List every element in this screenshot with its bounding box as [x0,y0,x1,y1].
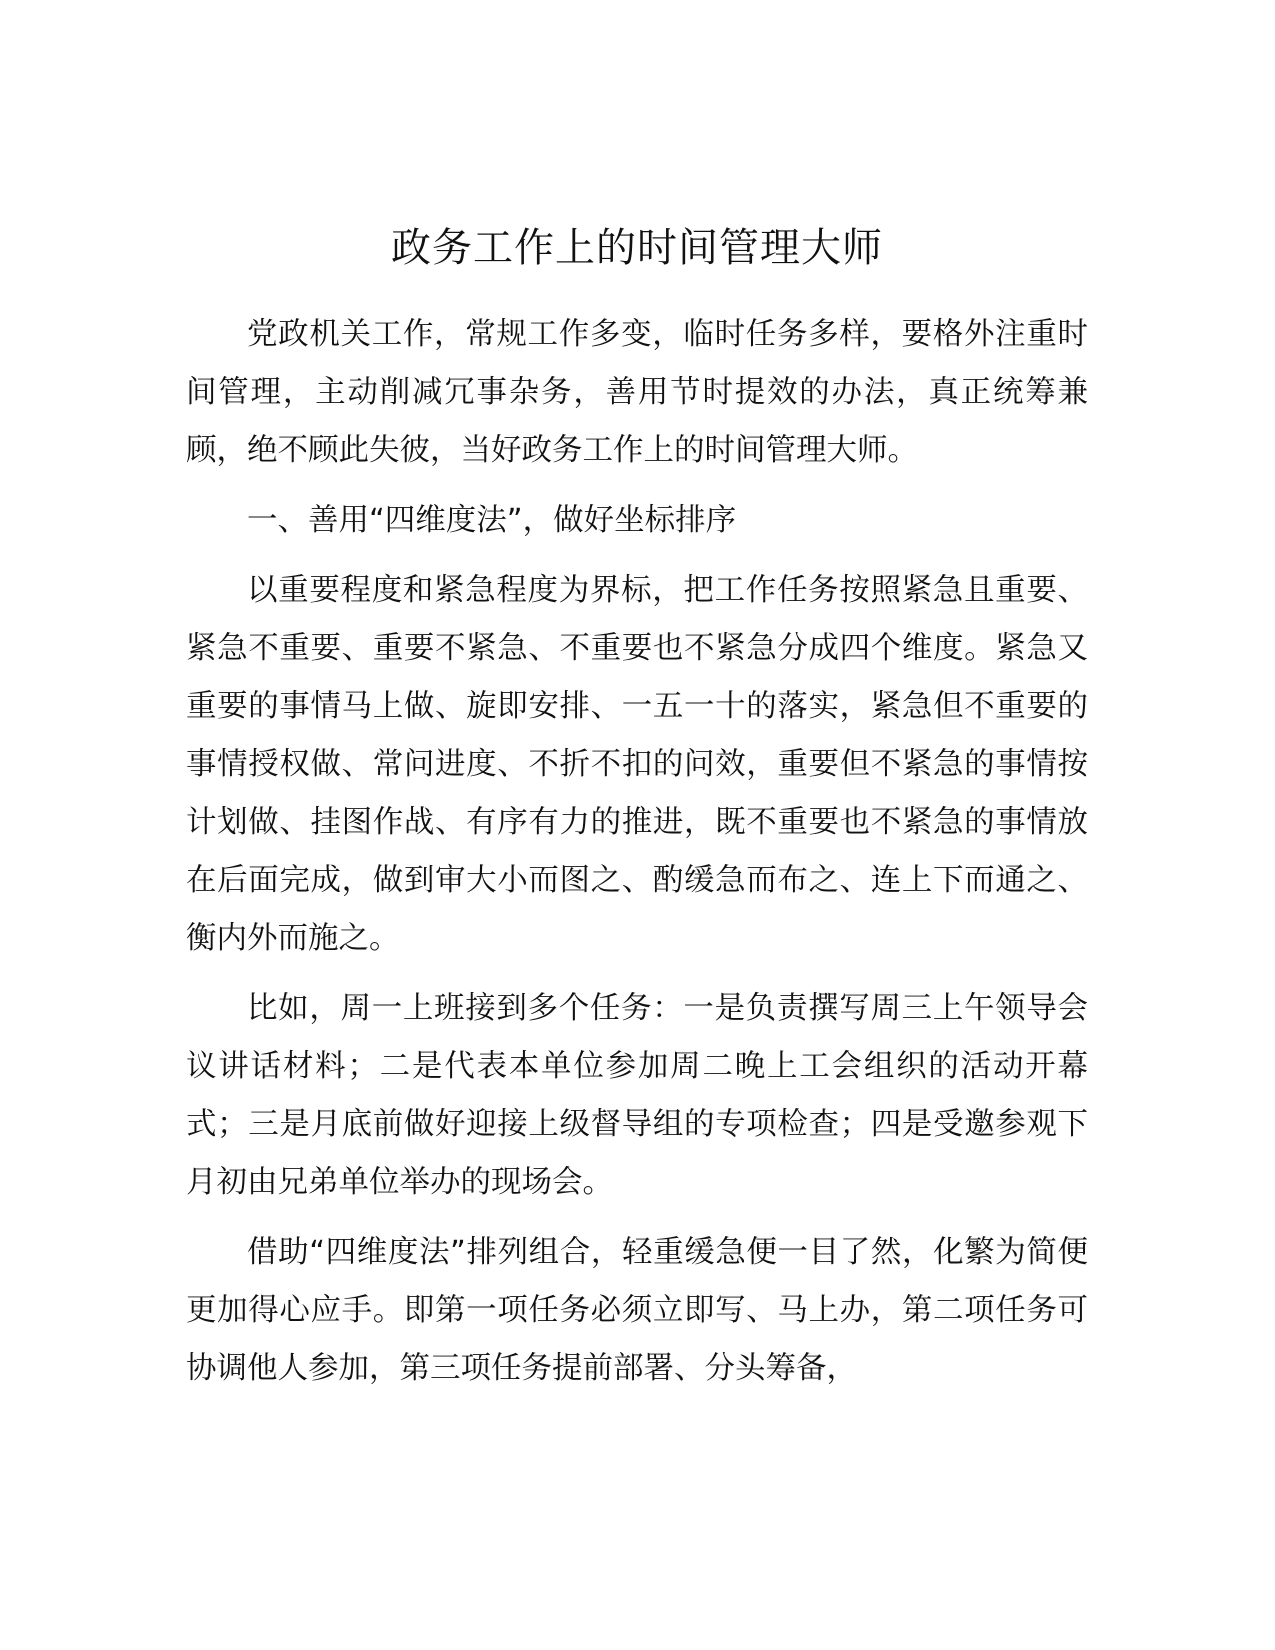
body-paragraph-3: 借助“四维度法”排列组合，轻重缓急便一目了然，化繁为简便更加得心应手。即第一项任务必须立即写、马上办，第二项任务可协调他人参加，第三项任务提前部署、分头筹备， [186,1235,1088,1386]
document-body [186,220,1088,1410]
body-paragraph-2: 比如，周一上班接到多个任务：一是负责撰写周三上午领导会议讲话材料；二是代表本单位参加周二晚上工会组织的活动开幕式；三是月底前做好迎接上级督导组的专项检查；四是受邀参观下月初由兄弟单位举办的现场会。 [186,991,1088,1200]
body-paragraph-1: 以重要程度和紧急程度为界标，把工作任务按照紧急且重要、紧急不重要、重要不紧急、不重要也不紧急分成四个维度。紧急又重要的事情马上做、旋即安排、一五一十的落实，紧急但不重要的事情授权做、常问进度、不折不扣的问效，重要但不紧急的事情按计划做、挂图作战、有序有力的推进，既不重要也不紧急的事情放在后面完成，做到审大小而图之、酌缓急而布之、连上下而通之、衡内外而施之。 [186,573,1088,956]
intro-paragraph: 党政机关工作，常规工作多变，临时任务多样，要格外注重时间管理，主动削减冗事杂务，善用节时提效的办法，真正统筹兼顾，绝不顾此失彼，当好政务工作上的时间管理大师。 [186,317,1088,468]
document-title: 政务工作上的时间管理大师 [391,225,883,271]
section-heading-1: 一、善用“四维度法”，做好坐标排序 [247,503,737,538]
